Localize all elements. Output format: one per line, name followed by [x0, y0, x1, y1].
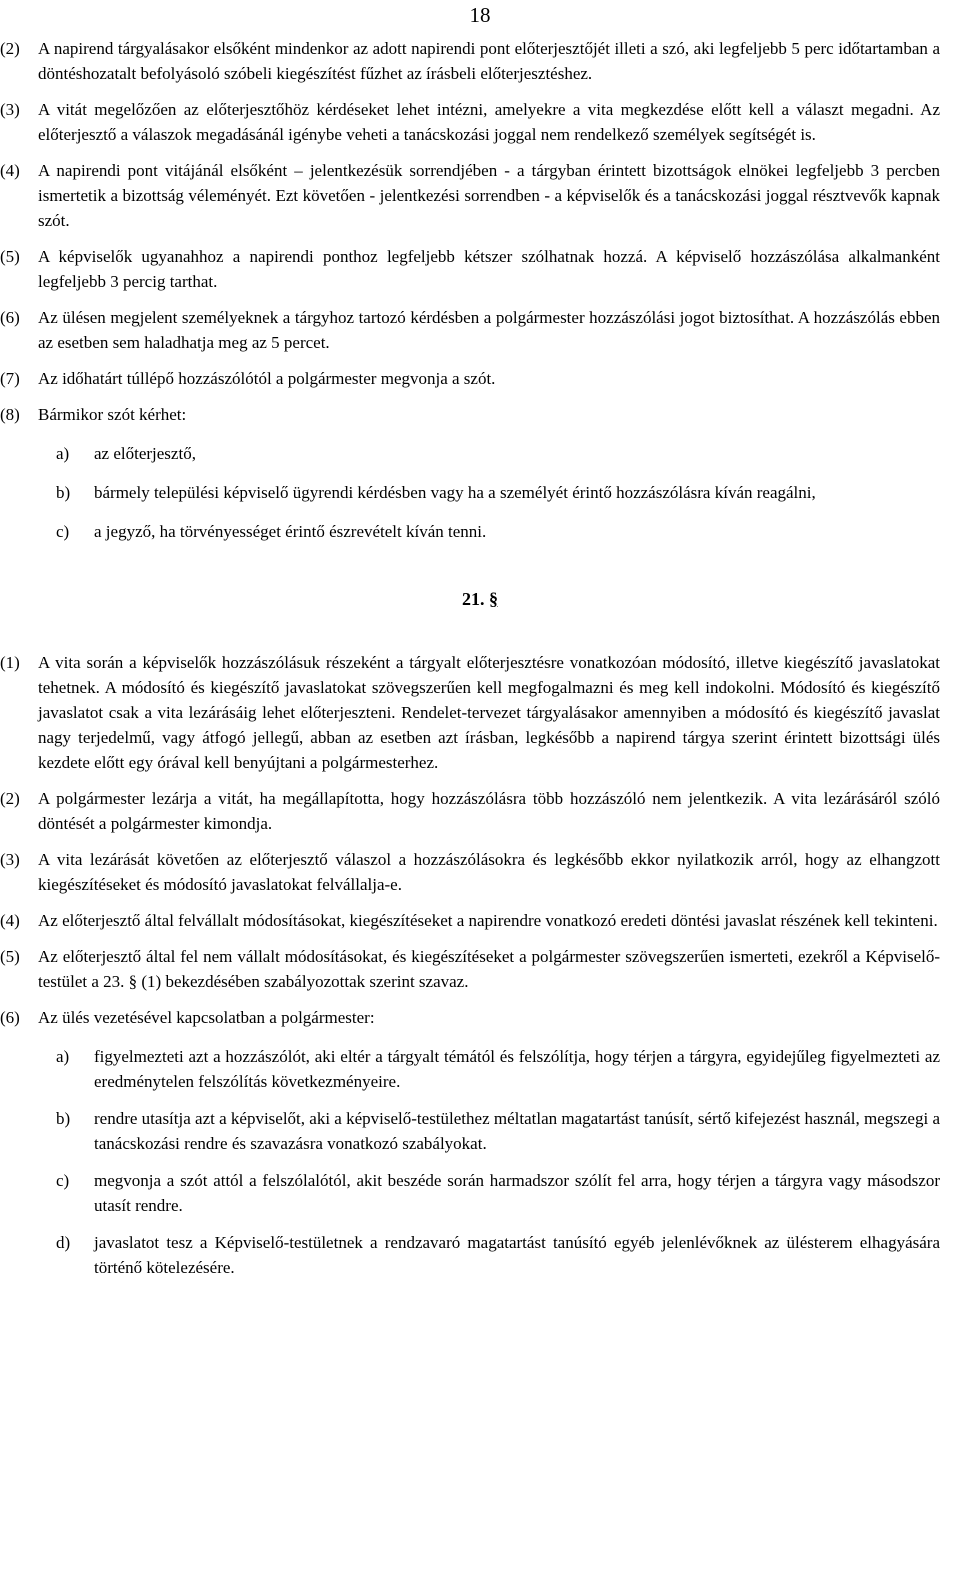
paragraph: [0, 944, 960, 994]
paragraph-number: (6): [0, 308, 20, 327]
list-item-text: javaslatot tesz a Képviselő-testületnek a rendzavaró magatartást tanúsító egyéb jelenlévőknek az ülésterem elhagyására történő kötelezésére.: [94, 1233, 940, 1277]
paragraph: [0, 786, 960, 836]
list-item: [0, 1106, 960, 1156]
paragraph-number: (2): [0, 39, 20, 58]
paragraph-number: (4): [0, 911, 20, 930]
paragraphs-top: [0, 36, 960, 1280]
page-number: 18: [469, 3, 491, 27]
section-title: [0, 586, 960, 612]
paragraph: [0, 158, 960, 233]
section-number: 21.: [462, 589, 485, 609]
paragraph-number: (2): [0, 789, 20, 808]
paragraph: [0, 847, 960, 897]
paragraph-number: (4): [0, 161, 20, 180]
paragraph-text: Az előterjesztő által felvállalt módosításokat, kiegészítéseket a napirendre vonatkozó eredeti döntési javaslat részének kell tekinteni.: [38, 911, 938, 930]
list-item: [0, 1230, 960, 1280]
paragraph-text: A polgármester lezárja a vitát, ha megállapította, hogy hozzászólásra több hozzászóló nem jelentkezik. A vita lezárásáról szóló döntését a polgármester kimondja.: [38, 789, 940, 833]
paragraph-text: A vita során a képviselők hozzászólásuk részeként a tárgyalt előterjesztésre vonatkozóan módosító, illetve kiegészítő javaslatokat tehetnek. A módosító és kiegészítő javaslatokat szövegszerűen kell megfogalmazni és meg kell indokolni. Módosító és kiegészítő javaslatot csak a vita lezárásáig lehet előterjeszteni. Rendelet-tervezet tárgyalásakor amennyiben a módosító és kiegészítő javaslat nagy terjedelmű, vagy átfogó jellegű, abban az esetben azt írásban, legkésőbb a napirend tárgya szerint érintett bizottsági ülés kezdete előtt egy órával kell benyújtani a polgármesterhez.: [38, 653, 940, 772]
paragraph: [0, 305, 960, 355]
paragraph-text: A vita lezárását követően az előterjesztő válaszol a hozzászólásokra és legkésőbb ekkor nyilatkozik arról, hogy az elhangzott kiegészítéseket és módosító javaslatokat felvállalja-e.: [38, 850, 940, 894]
paragraph-text: Az ülésen megjelent személyeknek a tárgyhoz tartozó kérdésben a polgármester hozzászólási jogot biztosíthat. A hozzászólás ebben az esetben sem haladhatja meg az 5 percet.: [38, 308, 940, 352]
list-item-letter: a): [56, 444, 70, 463]
list-item-letter: b): [56, 1109, 71, 1128]
list-item-letter: a): [56, 1047, 70, 1066]
list-item: [0, 519, 960, 544]
paragraph: [0, 1005, 960, 1030]
paragraph-number: (1): [0, 653, 20, 672]
list-item: [0, 441, 960, 466]
paragraph-text: A vitát megelőzően az előterjesztőhöz kérdéseket lehet intézni, amelyekre a vita megkezdése előtt kell a választ megadni. Az előterjesztő a válaszok megadásánál igénybe veheti a tanácskozási joggal nem rendelkező személyek segítségét is.: [38, 100, 940, 144]
paragraph-text: A képviselők ugyanahhoz a napirendi ponthoz legfeljebb kétszer szólhatnak hozzá. A képviselő hozzászólása alkalmanként legfeljebb 3 percig tarthat.: [38, 247, 940, 291]
list-item: [0, 1168, 960, 1218]
paragraph: [0, 36, 960, 86]
list-item-text: az előterjesztő,: [94, 444, 196, 463]
list-item-letter: c): [56, 1171, 70, 1190]
paragraph-number: (8): [0, 405, 20, 424]
paragraph-number: (3): [0, 850, 20, 869]
paragraph: [0, 402, 960, 427]
paragraph-text: Az ülés vezetésével kapcsolatban a polgármester:: [38, 1008, 375, 1027]
paragraph-number: (3): [0, 100, 20, 119]
paragraph-number: (7): [0, 369, 20, 388]
list-item-text: a jegyző, ha törvényességet érintő észrevételt kíván tenni.: [94, 522, 487, 541]
paragraph-number: (5): [0, 247, 20, 266]
list-item: [0, 1044, 960, 1094]
list-item-text: rendre utasítja azt a képviselőt, aki a képviselő-testülethez méltatlan magatartást tanúsít, sértő kifejezést használ, megszegi a tanácskozási rendre és szavazásra vonatkozó szabályokat.: [94, 1109, 940, 1153]
paragraph: [0, 97, 960, 147]
paragraph-text: A napirend tárgyalásakor elsőként mindenkor az adott napirendi pont előterjesztőjét illeti a szó, aki legfeljebb 5 perc időtartamban a döntéshozatalt befolyásoló szóbeli kiegészítést fűzhet az írásbeli előterjesztéshez.: [38, 39, 940, 83]
paragraph: [0, 908, 960, 933]
paragraph-text: Bármikor szót kérhet:: [38, 405, 187, 424]
list-item-text: bármely települési képviselő ügyrendi kérdésben vagy ha a személyét érintő hozzászólásra kíván reagálni,: [94, 483, 816, 502]
paragraph: [0, 244, 960, 294]
section-symbol: §: [489, 589, 498, 609]
list-item-text: figyelmezteti azt a hozzászólót, aki eltér a tárgyalt témától és felszólítja, hogy térjen a tárgyra, egyidejűleg figyelmezteti az eredménytelen felszólítás következményeire.: [94, 1047, 940, 1091]
paragraph-number: (5): [0, 947, 20, 966]
list-item-letter: b): [56, 483, 71, 502]
list-item-letter: c): [56, 522, 70, 541]
paragraph-text: Az időhatárt túllépő hozzászólótól a polgármester megvonja a szót.: [38, 369, 496, 388]
list-item-text: megvonja a szót attól a felszólalótól, akit beszéde során harmadszor szólít fel arra, hogy térjen a tárgyra vagy másodszor utasít rendre.: [94, 1171, 940, 1215]
list-item-letter: d): [56, 1233, 71, 1252]
list-item: [0, 480, 960, 505]
paragraph-text: Az előterjesztő által fel nem vállalt módosításokat, és kiegészítéseket a polgármester szövegszerűen ismerteti, ezekről a Képviselő-testület a 23. § (1) bekezdésében szabályozottak szerint szavaz.: [38, 947, 940, 991]
paragraph: [0, 650, 960, 775]
paragraph-number: (6): [0, 1008, 20, 1027]
paragraph-text: A napirendi pont vitájánál elsőként – jelentkezésük sorrendjében - a tárgyban érintett bizottságok elnökei legfeljebb 3 percben ismertetik a bizottság véleményét. Ezt követően - jelentkezési sorrendben - a képviselők és a tanácskozási joggal résztvevők kapnak szót.: [38, 161, 940, 230]
paragraph: [0, 366, 960, 391]
